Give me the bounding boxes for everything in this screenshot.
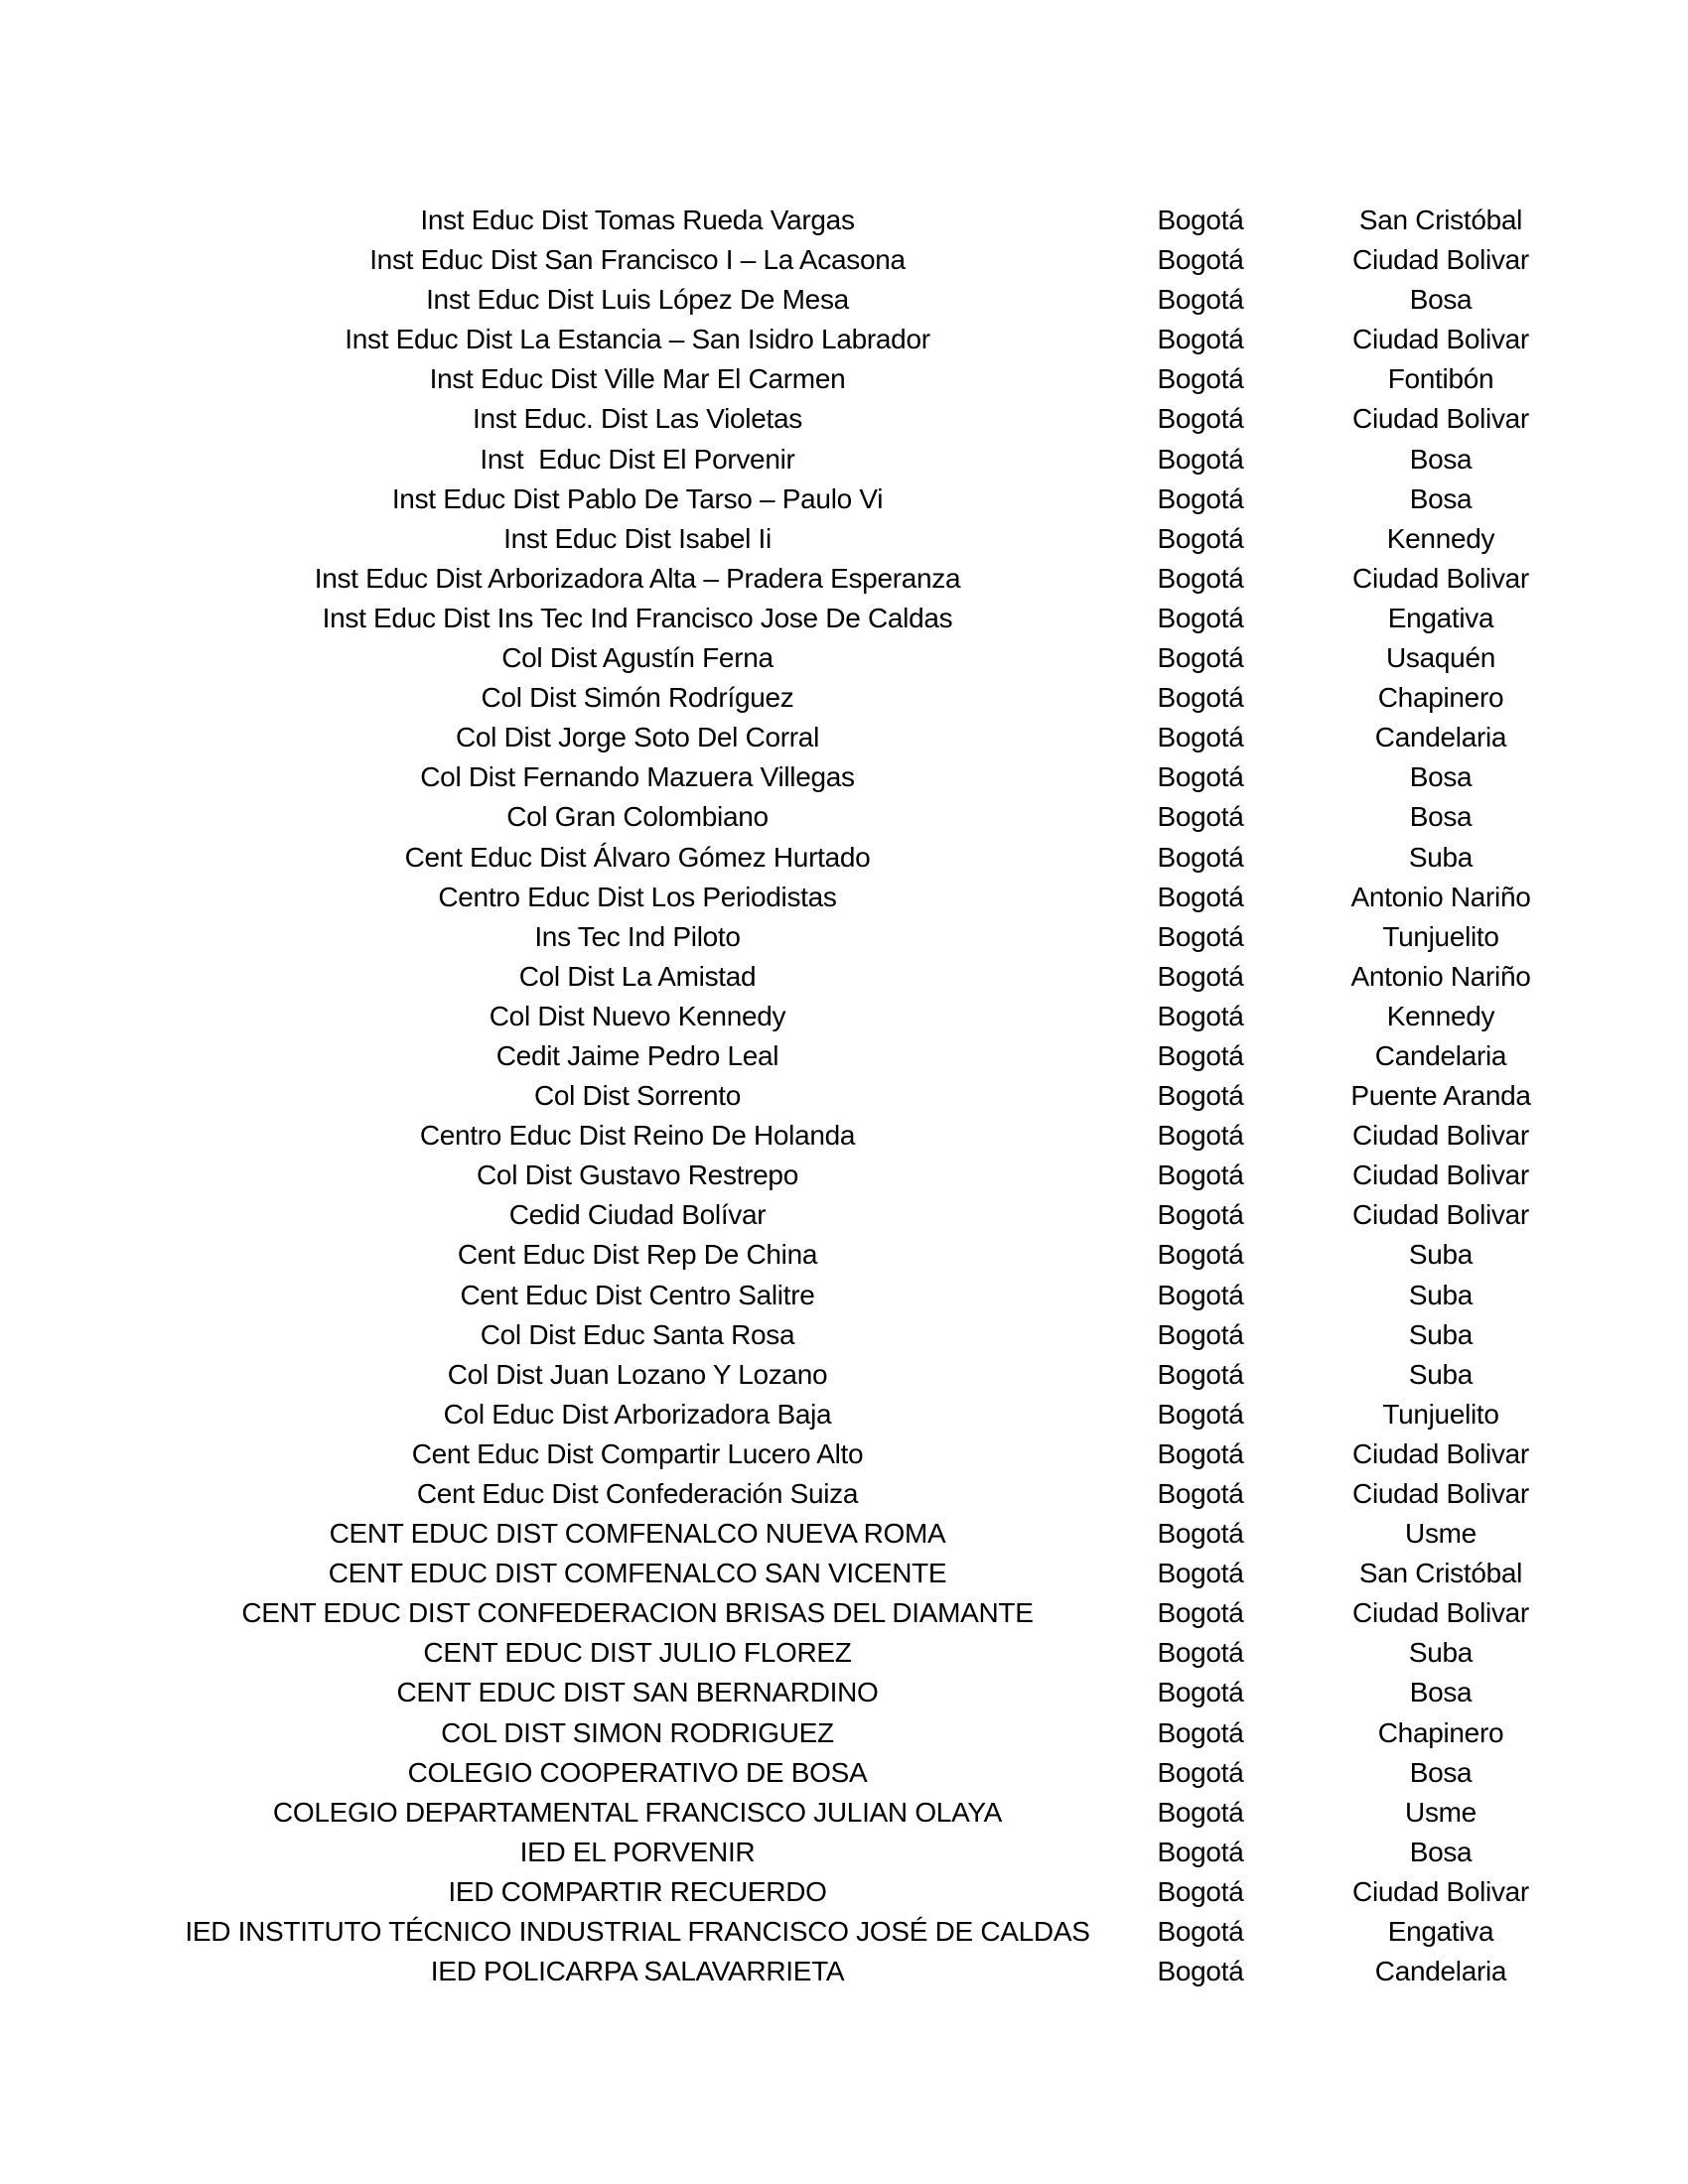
- locality-cell: Kennedy: [1386, 1000, 1495, 1031]
- city-cell: Bogotá: [1157, 960, 1244, 992]
- table-row: [0, 1554, 1688, 1593]
- locality-cell: Bosa: [1409, 1836, 1473, 1867]
- city-cell: Bogotá: [1157, 284, 1244, 316]
- locality-cell: Bosa: [1409, 284, 1473, 316]
- school-name-cell: Ins Tec Ind Piloto: [534, 920, 741, 952]
- city-cell: Bogotá: [1157, 1318, 1244, 1350]
- city-cell: Bogotá: [1157, 1796, 1244, 1828]
- school-name-cell: Inst Educ Dist La Estancia – San Isidro Labrador: [345, 324, 930, 355]
- locality-cell: Puente Aranda: [1350, 1080, 1531, 1112]
- table-row: [0, 1872, 1688, 1912]
- school-name-cell: Inst Educ. Dist Las Violetas: [473, 403, 802, 435]
- table-row: [0, 718, 1688, 757]
- school-name-cell: Inst Educ Dist Ville Mar El Carmen: [429, 363, 846, 395]
- school-name-cell: Col Dist Fernando Mazuera Villegas: [420, 761, 855, 793]
- city-cell: Bogotá: [1157, 881, 1244, 912]
- table-row: [0, 678, 1688, 718]
- school-name-cell: Inst Educ Dist Arborizadora Alta – Pradera Esperanza: [314, 562, 961, 594]
- locality-cell: San Cristóbal: [1358, 205, 1523, 235]
- school-name-cell: Col Dist Juan Lozano Y Lozano: [447, 1358, 828, 1390]
- city-cell: Bogotá: [1157, 1956, 1244, 1987]
- school-name-cell: Cent Educ Dist Compartir Lucero Alto: [411, 1437, 864, 1469]
- city-cell: Bogotá: [1157, 522, 1244, 554]
- table-row: [0, 757, 1688, 797]
- city-cell: Bogotá: [1157, 1558, 1244, 1589]
- table-row: [0, 1395, 1688, 1434]
- school-name-cell: Col Gran Colombiano: [506, 801, 769, 833]
- school-name-cell: Col Dist Nuevo Kennedy: [489, 1000, 786, 1031]
- school-locality-list: [0, 201, 1688, 1991]
- locality-cell: Chapinero: [1377, 1716, 1504, 1748]
- table-row: [0, 399, 1688, 439]
- school-name-cell: Cent Educ Dist Álvaro Gómez Hurtado: [404, 841, 871, 873]
- city-cell: Bogotá: [1157, 1080, 1244, 1112]
- table-row: [0, 1116, 1688, 1156]
- city-cell: Bogotá: [1157, 1120, 1244, 1152]
- locality-cell: Ciudad Bolivar: [1352, 1160, 1529, 1191]
- city-cell: Bogotá: [1157, 562, 1244, 594]
- city-cell: Bogotá: [1157, 1756, 1244, 1788]
- table-row: [0, 201, 1688, 240]
- city-cell: Bogotá: [1157, 841, 1244, 873]
- locality-cell: Ciudad Bolivar: [1352, 1597, 1529, 1629]
- locality-cell: Tunjuelito: [1382, 920, 1499, 952]
- table-row: [0, 917, 1688, 957]
- school-name-cell: Col Dist Jorge Soto Del Corral: [455, 722, 820, 753]
- table-row: [0, 1076, 1688, 1116]
- school-name-cell: CENT EDUC DIST JULIO FLOREZ: [423, 1637, 852, 1669]
- locality-cell: Bosa: [1409, 761, 1473, 793]
- locality-cell: Suba: [1408, 841, 1474, 873]
- school-name-cell: Cent Educ Dist Rep De China: [457, 1239, 818, 1271]
- table-row: [0, 1912, 1688, 1952]
- city-cell: Bogotá: [1157, 1875, 1244, 1907]
- city-cell: Bogotá: [1157, 1279, 1244, 1310]
- locality-cell: Engativa: [1387, 1916, 1494, 1948]
- locality-cell: Tunjuelito: [1382, 1398, 1499, 1430]
- school-name-cell: CENT EDUC DIST COMFENALCO SAN VICENTE: [328, 1558, 947, 1589]
- table-row: [0, 479, 1688, 519]
- city-cell: Bogotá: [1157, 482, 1244, 514]
- locality-cell: Usme: [1405, 1796, 1477, 1828]
- table-row: [0, 1793, 1688, 1833]
- city-cell: Bogotá: [1157, 1836, 1244, 1867]
- school-name-cell: Inst Educ Dist Ins Tec Ind Francisco Jose De Caldas: [322, 602, 953, 633]
- locality-cell: Usaquén: [1386, 642, 1495, 674]
- school-name-cell: COL DIST SIMON RODRIGUEZ: [441, 1716, 834, 1748]
- city-cell: Bogotá: [1157, 1239, 1244, 1271]
- locality-cell: Ciudad Bolivar: [1352, 244, 1529, 276]
- school-name-cell: Cent Educ Dist Confederación Suiza: [416, 1478, 859, 1509]
- table-row: [0, 1434, 1688, 1474]
- city-cell: Bogotá: [1157, 920, 1244, 952]
- locality-cell: Suba: [1408, 1358, 1474, 1390]
- table-row: [0, 1276, 1688, 1315]
- locality-cell: Ciudad Bolivar: [1352, 1875, 1529, 1907]
- locality-cell: Ciudad Bolivar: [1352, 1437, 1529, 1469]
- locality-cell: Ciudad Bolivar: [1352, 1478, 1529, 1509]
- table-row: [0, 1673, 1688, 1712]
- city-cell: Bogotá: [1157, 761, 1244, 793]
- city-cell: Bogotá: [1157, 1716, 1244, 1748]
- locality-cell: Bosa: [1409, 1756, 1473, 1788]
- city-cell: Bogotá: [1157, 1478, 1244, 1509]
- locality-cell: Suba: [1408, 1279, 1474, 1310]
- city-cell: Bogotá: [1157, 602, 1244, 633]
- table-row: [0, 1713, 1688, 1753]
- city-cell: Bogotá: [1157, 1039, 1244, 1071]
- school-name-cell: COLEGIO COOPERATIVO DE BOSA: [407, 1756, 868, 1788]
- table-row: [0, 559, 1688, 599]
- table-row: [0, 1355, 1688, 1395]
- locality-cell: Suba: [1408, 1239, 1474, 1271]
- school-name-cell: Col Dist Educ Santa Rosa: [480, 1318, 795, 1350]
- school-name-cell: Col Educ Dist Arborizadora Baja: [443, 1398, 832, 1430]
- table-row: [0, 320, 1688, 359]
- locality-cell: Antonio Nariño: [1350, 881, 1531, 912]
- table-row: [0, 1156, 1688, 1195]
- school-name-cell: Inst Educ Dist El Porvenir: [480, 443, 795, 475]
- locality-cell: Suba: [1408, 1637, 1474, 1669]
- school-name-cell: IED POLICARPA SALAVARRIETA: [430, 1956, 845, 1987]
- school-name-cell: Col Dist La Amistad: [518, 960, 757, 992]
- table-row: [0, 1315, 1688, 1355]
- table-row: [0, 1952, 1688, 1991]
- school-name-cell: Inst Educ Dist Tomas Rueda Vargas: [420, 205, 855, 235]
- table-row: [0, 1593, 1688, 1633]
- city-cell: Bogotá: [1157, 205, 1244, 235]
- school-name-cell: Centro Educ Dist Reino De Holanda: [419, 1120, 856, 1152]
- city-cell: Bogotá: [1157, 1160, 1244, 1191]
- table-row: [0, 359, 1688, 399]
- school-name-cell: CENT EDUC DIST COMFENALCO NUEVA ROMA: [329, 1518, 946, 1550]
- table-row: [0, 1514, 1688, 1554]
- school-name-cell: Col Dist Agustín Ferna: [501, 642, 774, 674]
- locality-cell: Chapinero: [1377, 682, 1504, 714]
- locality-cell: Usme: [1405, 1518, 1477, 1550]
- city-cell: Bogotá: [1157, 1358, 1244, 1390]
- table-row: [0, 1036, 1688, 1076]
- city-cell: Bogotá: [1157, 722, 1244, 753]
- city-cell: Bogotá: [1157, 1437, 1244, 1469]
- school-name-cell: IED INSTITUTO TÉCNICO INDUSTRIAL FRANCISCO JOSÉ DE CALDAS: [185, 1916, 1090, 1948]
- table-row: [0, 1833, 1688, 1872]
- table-row: [0, 957, 1688, 997]
- table-row: [0, 997, 1688, 1036]
- city-cell: Bogotá: [1157, 1677, 1244, 1708]
- locality-cell: Ciudad Bolivar: [1352, 324, 1529, 355]
- locality-cell: Kennedy: [1386, 522, 1495, 554]
- city-cell: Bogotá: [1157, 324, 1244, 355]
- school-name-cell: Inst Educ Dist Pablo De Tarso – Paulo Vi: [391, 482, 884, 514]
- city-cell: Bogotá: [1157, 642, 1244, 674]
- school-name-cell: Centro Educ Dist Los Periodistas: [438, 881, 837, 912]
- table-row: [0, 1195, 1688, 1235]
- table-row: [0, 638, 1688, 678]
- city-cell: Bogotá: [1157, 1597, 1244, 1629]
- school-name-cell: Inst Educ Dist Isabel Ii: [503, 522, 772, 554]
- locality-cell: Engativa: [1387, 602, 1494, 633]
- school-name-cell: COLEGIO DEPARTAMENTAL FRANCISCO JULIAN OLAYA: [272, 1796, 1003, 1828]
- locality-cell: Ciudad Bolivar: [1352, 403, 1529, 435]
- city-cell: Bogotá: [1157, 244, 1244, 276]
- school-name-cell: Inst Educ Dist San Francisco I – La Acasona: [369, 244, 906, 276]
- table-row: [0, 797, 1688, 837]
- table-row: [0, 1753, 1688, 1793]
- school-name-cell: IED COMPARTIR RECUERDO: [448, 1875, 827, 1907]
- locality-cell: Bosa: [1409, 801, 1473, 833]
- city-cell: Bogotá: [1157, 1518, 1244, 1550]
- city-cell: Bogotá: [1157, 1637, 1244, 1669]
- city-cell: Bogotá: [1157, 1398, 1244, 1430]
- city-cell: Bogotá: [1157, 1199, 1244, 1231]
- locality-cell: Candelaria: [1374, 722, 1507, 753]
- locality-cell: Antonio Nariño: [1350, 960, 1531, 992]
- school-name-cell: Inst Educ Dist Luis López De Mesa: [426, 284, 849, 316]
- city-cell: Bogotá: [1157, 1000, 1244, 1031]
- table-row: [0, 1235, 1688, 1275]
- table-row: [0, 240, 1688, 280]
- locality-cell: Ciudad Bolivar: [1352, 1120, 1529, 1152]
- table-row: [0, 1633, 1688, 1673]
- city-cell: Bogotá: [1157, 443, 1244, 475]
- school-name-cell: Cedid Ciudad Bolívar: [508, 1199, 767, 1231]
- table-row: [0, 1474, 1688, 1514]
- school-name-cell: Col Dist Simón Rodríguez: [481, 682, 794, 714]
- locality-cell: Ciudad Bolivar: [1352, 1199, 1529, 1231]
- city-cell: Bogotá: [1157, 682, 1244, 714]
- school-name-cell: Col Dist Sorrento: [533, 1080, 742, 1112]
- table-row: [0, 599, 1688, 638]
- table-row: [0, 440, 1688, 479]
- locality-cell: Ciudad Bolivar: [1352, 562, 1529, 594]
- school-name-cell: Cent Educ Dist Centro Salitre: [460, 1279, 815, 1310]
- city-cell: Bogotá: [1157, 1916, 1244, 1948]
- city-cell: Bogotá: [1157, 801, 1244, 833]
- school-name-cell: CENT EDUC DIST SAN BERNARDINO: [396, 1677, 879, 1708]
- city-cell: Bogotá: [1157, 403, 1244, 435]
- table-row: [0, 878, 1688, 917]
- school-name-cell: CENT EDUC DIST CONFEDERACION BRISAS DEL DIAMANTE: [241, 1597, 1034, 1629]
- locality-cell: Bosa: [1409, 482, 1473, 514]
- table-row: [0, 280, 1688, 320]
- locality-cell: Candelaria: [1374, 1956, 1507, 1987]
- table-row: [0, 838, 1688, 878]
- table-row: [0, 519, 1688, 559]
- locality-cell: Suba: [1408, 1318, 1474, 1350]
- locality-cell: Fontibón: [1387, 363, 1494, 395]
- locality-cell: Bosa: [1409, 443, 1473, 475]
- city-cell: Bogotá: [1157, 363, 1244, 395]
- school-name-cell: IED EL PORVENIR: [519, 1836, 756, 1867]
- locality-cell: Bosa: [1409, 1677, 1473, 1708]
- locality-cell: San Cristóbal: [1358, 1558, 1523, 1589]
- locality-cell: Candelaria: [1374, 1039, 1507, 1071]
- school-name-cell: Cedit Jaime Pedro Leal: [495, 1039, 779, 1071]
- school-name-cell: Col Dist Gustavo Restrepo: [477, 1160, 798, 1191]
